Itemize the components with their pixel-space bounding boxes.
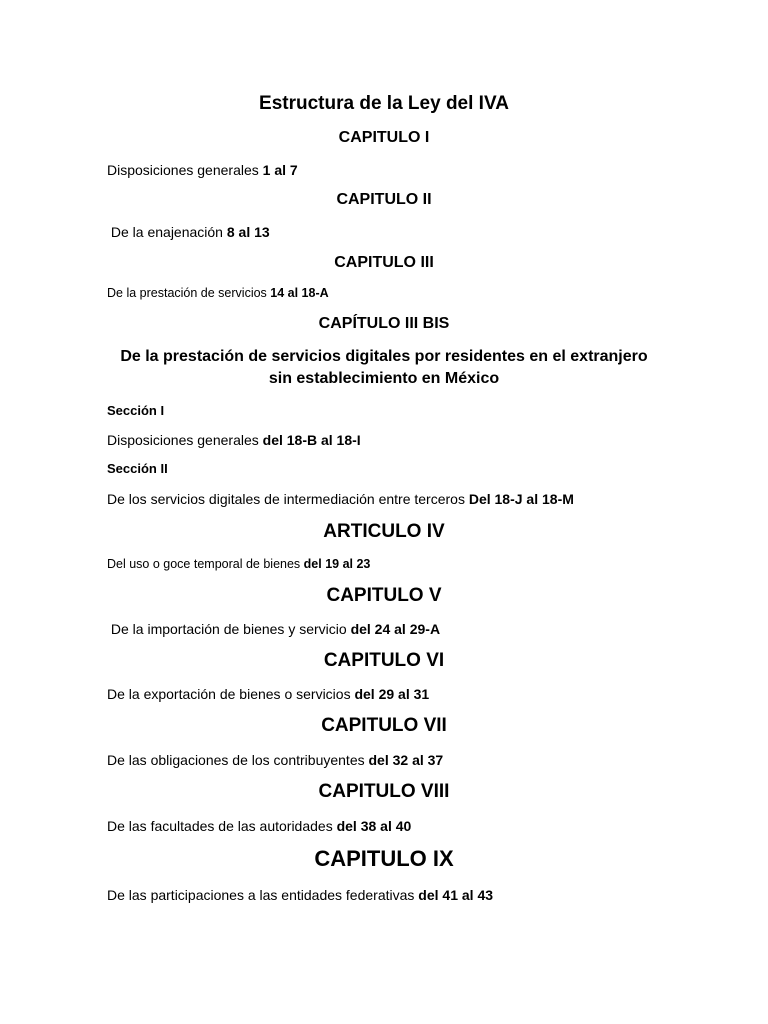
chapter-8-heading: CAPITULO VIII: [318, 781, 450, 802]
chapter-3bis-subtitle: [0, 346, 768, 390]
chapter-6-entry: [107, 687, 429, 701]
chapter-8-description: De las facultades de las autoridades: [107, 818, 337, 834]
section-2-entry: [107, 492, 574, 506]
chapter-5-range: del 24 al 29-A: [350, 621, 441, 637]
section-1-description: Disposiciones generales: [107, 432, 263, 448]
chapter-3bis-subtitle-line2: sin establecimiento en México: [268, 370, 500, 387]
chapter-4-heading: ARTICULO IV: [323, 521, 445, 542]
chapter-2-description: De la enajenación: [107, 224, 227, 240]
chapter-6-heading: CAPITULO VI: [323, 650, 445, 671]
chapter-5-description: De la importación de bienes y servicio: [107, 621, 351, 637]
section-2-heading: Sección II: [107, 461, 168, 476]
chapter-1-description: Disposiciones generales: [107, 162, 263, 178]
chapter-2-heading: CAPITULO II: [336, 191, 432, 208]
chapter-3-entry: [107, 287, 329, 300]
chapter-8-range: del 38 al 40: [336, 818, 412, 834]
chapter-4-range: del 19 al 23: [303, 557, 371, 571]
chapter-3bis-heading: CAPÍTULO III BIS: [318, 315, 450, 332]
chapter-2-entry: [107, 225, 270, 239]
chapter-9-range: del 41 al 43: [418, 887, 494, 903]
chapter-6-description: De la exportación de bienes o servicios: [107, 686, 355, 702]
section-1-entry: [107, 433, 361, 447]
section-2-range: Del 18-J al 18-M: [468, 491, 574, 507]
chapter-4-description: Del uso o goce temporal de bienes: [107, 557, 304, 571]
chapter-6-range: del 29 al 31: [354, 686, 430, 702]
chapter-5-entry: [107, 622, 440, 636]
section-2-description: De los servicios digitales de intermediación entre terceros: [107, 491, 469, 507]
section-1-range: del 18-B al 18-I: [262, 432, 361, 448]
chapter-9-heading: CAPITULO IX: [314, 846, 454, 871]
chapter-7-range: del 32 al 37: [368, 752, 444, 768]
chapter-9-description: De las participaciones a las entidades federativas: [107, 887, 419, 903]
chapter-5-heading: CAPITULO V: [326, 585, 442, 606]
chapter-1-range: 1 al 7: [262, 162, 298, 178]
chapter-3bis-subtitle-line1: De la prestación de servicios digitales por residentes en el extranjero: [120, 348, 648, 365]
chapter-3-range: 14 al 18-A: [270, 286, 329, 300]
chapter-7-entry: [107, 753, 443, 767]
chapter-2-range: 8 al 13: [226, 224, 270, 240]
chapter-7-description: De las obligaciones de los contribuyentes: [107, 752, 369, 768]
chapter-4-entry: [107, 558, 370, 571]
section-1-heading: Sección I: [107, 403, 165, 418]
chapter-7-heading: CAPITULO VII: [321, 715, 447, 736]
chapter-3-description: De la prestación de servicios: [107, 286, 271, 300]
chapter-9-entry: [107, 888, 493, 902]
document-title: Estructura de la Ley del IVA: [259, 93, 509, 114]
chapter-1-heading: CAPITULO I: [338, 129, 430, 146]
chapter-1-entry: [107, 163, 298, 177]
chapter-8-entry: [107, 819, 411, 833]
chapter-3-heading: CAPITULO III: [334, 254, 434, 271]
